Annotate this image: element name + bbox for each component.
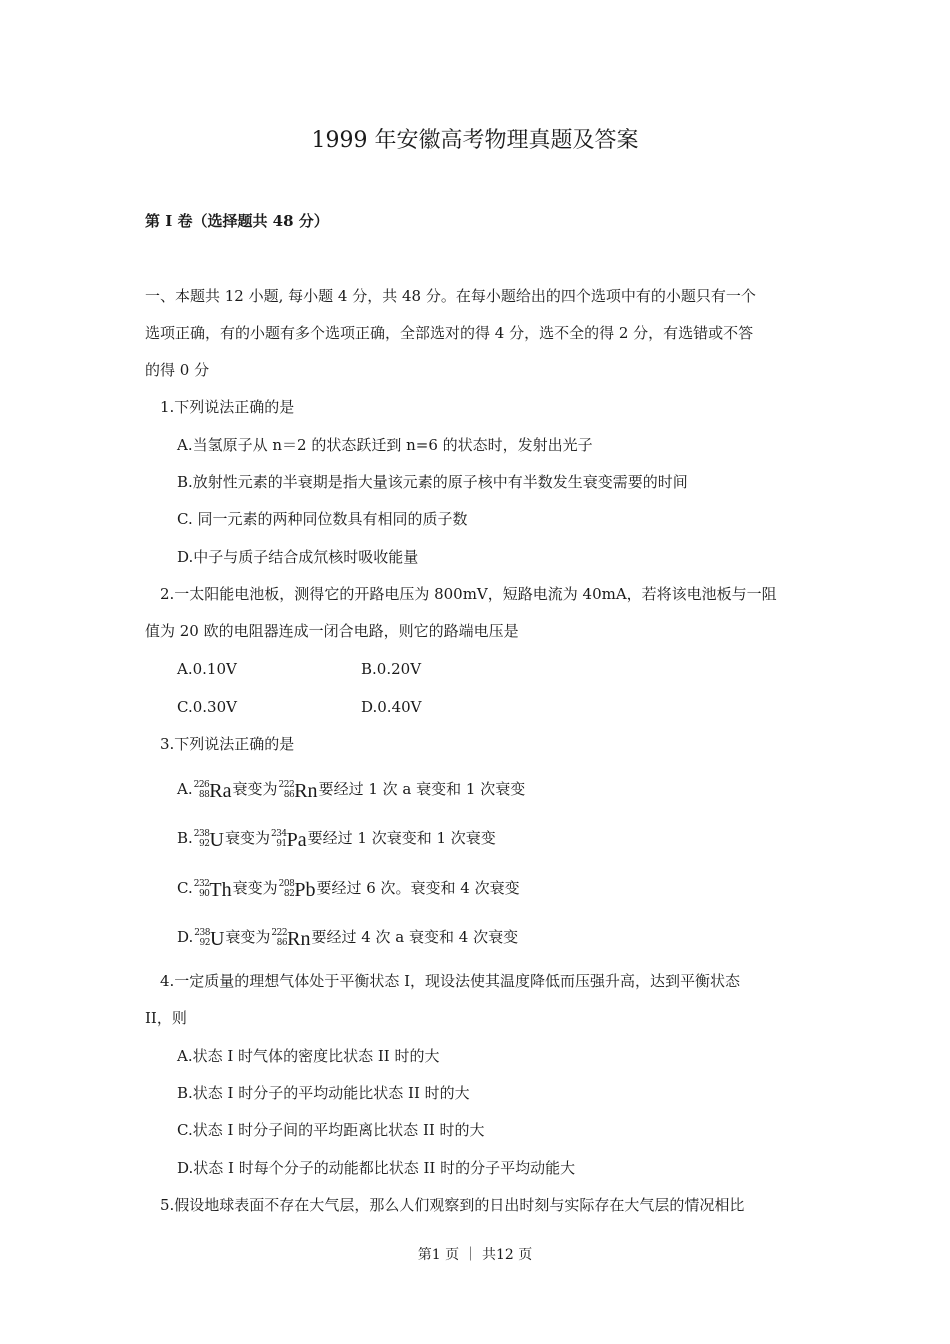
option-label: A. <box>177 780 193 798</box>
mass-number: 238 <box>193 829 210 839</box>
q3-option-a <box>177 776 525 802</box>
option-tail: 要经过 4 次 a 衰变和 4 次衰变 <box>311 928 519 946</box>
q1-option-d: D.中子与质子结合成氘核时吸收能量 <box>177 548 419 566</box>
nuclide-to <box>279 875 316 901</box>
intro-line-1: 一、本题共 12 小题, 每小题 4 分，共 48 分。在每小题给出的四个选项中有的小题只有一个 <box>145 287 756 305</box>
q4-option-c: C.状态 I 时分子间的平均距离比状态 II 时的大 <box>177 1121 485 1139</box>
decay-word: 衰变为 <box>232 780 278 798</box>
q4-option-d: D.状态 I 时每个分子的动能都比状态 II 时的分子平均动能大 <box>177 1159 576 1177</box>
atomic-number: 86 <box>276 938 288 948</box>
nuclide-from <box>194 776 232 802</box>
q1-option-b: B.放射性元素的半衰期是指大量该元素的原子核中有半数发生衰变需要的时间 <box>177 473 688 491</box>
q2-option-c: C.0.30V <box>177 698 237 716</box>
q3-option-d <box>177 924 518 950</box>
nuclide-to <box>271 825 307 851</box>
nuclide-to <box>279 776 318 802</box>
q1-option-c: C. 同一元素的两种同位数具有相同的质子数 <box>177 510 468 528</box>
atomic-number: 88 <box>198 790 210 800</box>
mass-number: 226 <box>193 780 210 790</box>
q3-stem: 3.下列说法正确的是 <box>160 735 295 753</box>
intro-line-3: 的得 0 分 <box>145 361 210 379</box>
mass-number: 208 <box>278 879 295 889</box>
option-label: B. <box>177 829 193 847</box>
page-footer: 第1 页 ｜ 共12 页 <box>417 1247 533 1263</box>
q1-stem: 1.下列说法正确的是 <box>160 398 295 416</box>
q3-option-c <box>177 875 520 901</box>
element-symbol: Rn <box>287 928 311 950</box>
element-symbol: U <box>209 829 224 851</box>
element-symbol: Ra <box>209 780 232 802</box>
q2-option-d: D.0.40V <box>361 698 422 716</box>
q4-stem-line-1: 4.一定质量的理想气体处于平衡状态 I，现设法使其温度降低而压强升高，达到平衡状态 <box>160 972 741 990</box>
mass-number: 234 <box>270 829 287 839</box>
decay-word: 衰变为 <box>225 928 271 946</box>
decay-word: 衰变为 <box>232 879 278 897</box>
q2-stem-line-2: 值为 20 欧的电阻器连成一闭合电路，则它的路端电压是 <box>145 622 519 640</box>
option-tail: 要经过 1 次 a 衰变和 1 次衰变 <box>318 780 526 798</box>
atomic-number: 90 <box>198 889 210 899</box>
mass-number: 222 <box>271 928 288 938</box>
mass-number: 238 <box>194 928 210 938</box>
mass-number: 232 <box>193 879 210 889</box>
nuclide-to <box>271 924 310 950</box>
q4-option-b: B.状态 I 时分子的平均动能比状态 II 时的大 <box>177 1084 470 1102</box>
element-symbol: U <box>209 928 225 950</box>
element-symbol: Th <box>209 879 232 901</box>
atomic-number: 92 <box>199 938 210 948</box>
q1-option-a: A.当氢原子从 n＝2 的状态跃迁到 n=6 的状态时，发射出光子 <box>177 436 593 454</box>
option-label: D. <box>177 928 194 946</box>
option-tail: 要经过 6 次。衰变和 4 次衰变 <box>316 879 520 897</box>
mass-number: 222 <box>278 780 295 790</box>
atomic-number: 92 <box>199 839 210 849</box>
q2-option-a: A.0.10V <box>177 660 237 678</box>
q2-option-b: B.0.20V <box>361 660 422 678</box>
decay-word: 衰变为 <box>224 829 270 847</box>
nuclide-from <box>194 875 232 901</box>
atomic-number: 82 <box>283 889 295 899</box>
q4-stem-line-2: II，则 <box>145 1009 187 1027</box>
atomic-number: 86 <box>283 790 295 800</box>
section-header: 第 I 卷（选择题共 48 分） <box>145 212 329 230</box>
intro-line-2: 选项正确，有的小题有多个选项正确，全部选对的得 4 分，选不全的得 2 分，有选错或不答 <box>145 324 754 342</box>
q3-option-b <box>177 825 496 851</box>
atomic-number: 91 <box>276 839 287 849</box>
page-title: 1999 年安徽高考物理真题及答案 <box>311 128 639 153</box>
nuclide-from <box>194 924 224 950</box>
element-symbol: Pb <box>294 879 316 901</box>
q4-option-a: A.状态 I 时气体的密度比状态 II 时的大 <box>177 1047 440 1065</box>
q2-stem-line-1: 2.一太阳能电池板，测得它的开路电压为 800mV，短路电流为 40mA，若将该电池板与一阻 <box>160 585 777 603</box>
nuclide-from <box>194 825 224 851</box>
option-tail: 要经过 1 次衰变和 1 次衰变 <box>307 829 496 847</box>
element-symbol: Pa <box>286 829 307 851</box>
q5-stem: 5.假设地球表面不存在大气层，那么人们观察到的日出时刻与实际存在大气层的情况相比 <box>160 1196 745 1214</box>
option-label: C. <box>177 879 193 897</box>
element-symbol: Rn <box>294 780 318 802</box>
